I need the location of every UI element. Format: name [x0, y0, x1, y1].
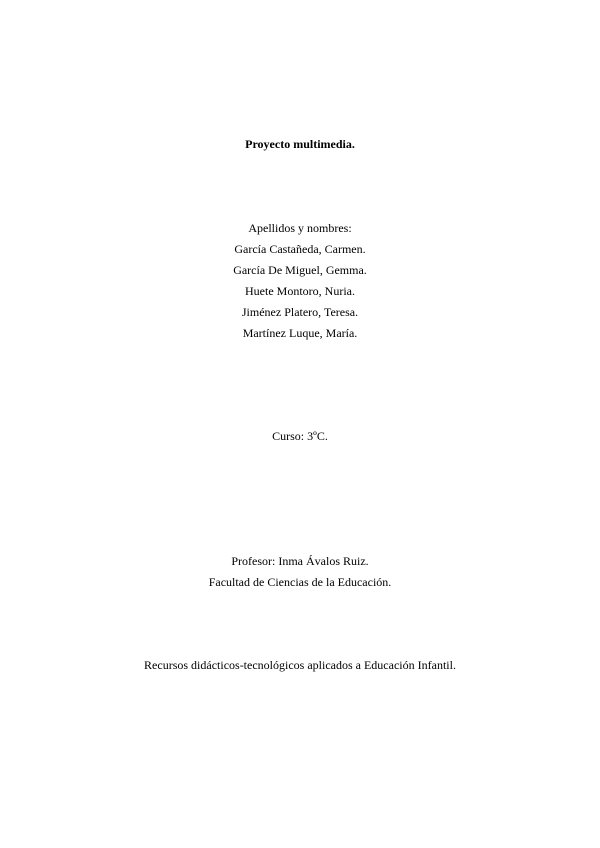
authors-block	[0, 218, 600, 344]
subject-line: Recursos didácticos-tecnológicos aplicados a Educación Infantil.	[144, 658, 456, 672]
authors-heading: Apellidos y nombres:	[248, 221, 352, 235]
author-name: Martínez Luque, María.	[242, 326, 358, 340]
author-name: Huete Montoro, Nuria.	[245, 284, 355, 298]
author-name: García Castañeda, Carmen.	[234, 242, 366, 256]
author-name: García De Miguel, Gemma.	[233, 263, 367, 277]
professor-line: Profesor: Inma Ávalos Ruiz.	[231, 554, 369, 568]
course-line: Curso: 3ºC.	[272, 429, 328, 443]
author-name: Jiménez Platero, Teresa.	[241, 305, 359, 319]
document-title: Proyecto multimedia.	[245, 137, 355, 151]
faculty-line: Facultad de Ciencias de la Educación.	[208, 575, 392, 589]
